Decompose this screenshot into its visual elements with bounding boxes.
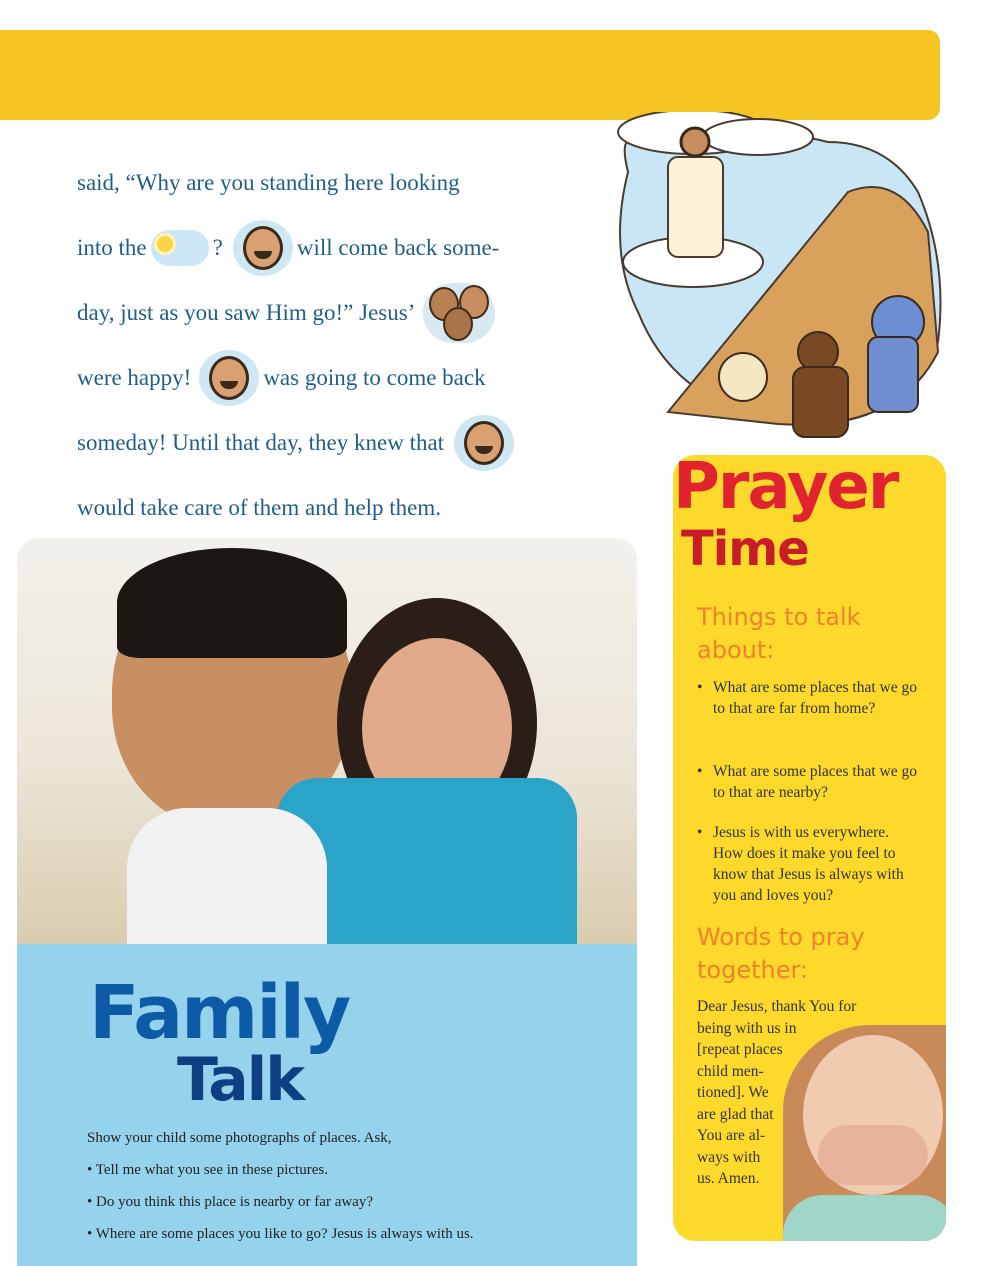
sky-icon: [151, 230, 209, 266]
story-line-3-text: day, just as you saw Him go!” Jesus’: [77, 299, 416, 325]
story-line-2a-text: into the: [77, 234, 147, 260]
question-item: • What are some places that we go to that are far from home?: [697, 677, 922, 761]
question-item: • Jesus is with us everywhere. How does it make you feel to know that Jesus is always with you and loves you?: [697, 822, 922, 906]
prayer-time-panel: [673, 455, 946, 1241]
prayer-line: [repeat places: [697, 1041, 783, 1058]
prayer-line: child men-: [697, 1062, 764, 1080]
top-banner: [0, 30, 940, 120]
family-talk-item: • Where are some places you like to go? Jesus is always with us.: [87, 1226, 474, 1242]
story-line-2c-text: will come back some-: [296, 234, 500, 260]
story-line-4a-text: were happy!: [77, 364, 192, 390]
pray-heading: Words to pray together:: [697, 923, 865, 984]
story-line-4b-text: was going to come back: [263, 364, 486, 390]
jesus-face-icon: [199, 350, 259, 406]
prayer-line: tioned]. We: [697, 1084, 769, 1101]
talk-questions: [697, 677, 922, 906]
story-line-6: [77, 475, 597, 540]
family-talk-panel: [17, 944, 637, 1266]
question-item: • What are some places that we go to that are nearby?: [697, 761, 922, 822]
family-talk-item: • Do you think this place is nearby or far away?: [87, 1194, 373, 1210]
prayer-line: You are al-: [697, 1127, 766, 1144]
story-text: [77, 150, 597, 540]
family-talk-body: [87, 1128, 617, 1256]
story-line-2b-text: ?: [212, 234, 223, 260]
family-talk-title-2: Talk: [177, 1045, 304, 1115]
story-line-5: [77, 410, 597, 475]
father-daughter-photo: [17, 538, 637, 944]
prayer-line: ways with: [697, 1148, 761, 1166]
prayer-time-title-2: Time: [681, 521, 809, 577]
prayer-line: Dear Jesus, thank You for: [697, 998, 857, 1015]
prayer-line: are glad that: [697, 1105, 774, 1123]
story-line-2: [77, 215, 597, 280]
prayer-time-title: Prayer: [673, 455, 898, 524]
talk-heading: Things to talk about:: [697, 603, 861, 664]
family-talk-intro: Show your child some photographs of places. Ask,: [87, 1130, 392, 1146]
story-line-5-text: someday! Until that day, they knew that: [77, 429, 445, 455]
prayer-text: [697, 996, 887, 1190]
prayer-line: us. Amen.: [697, 1170, 760, 1187]
story-line-4: [77, 345, 597, 410]
family-talk-item: • Tell me what you see in these pictures.: [87, 1162, 328, 1178]
story-line-1: [77, 150, 597, 215]
story-line-1-text: said, “Why are you standing here looking: [77, 169, 460, 195]
family-talk-title: Family: [89, 970, 350, 1056]
jesus-face-icon: [233, 220, 293, 276]
story-line-6-text: would take care of them and help them.: [77, 494, 442, 520]
story-line-3: [77, 280, 597, 345]
ascension-illustration: [598, 112, 948, 442]
jesus-face-icon: [454, 415, 514, 471]
prayer-line: being with us in: [697, 1019, 797, 1037]
disciples-icon: [423, 283, 495, 343]
